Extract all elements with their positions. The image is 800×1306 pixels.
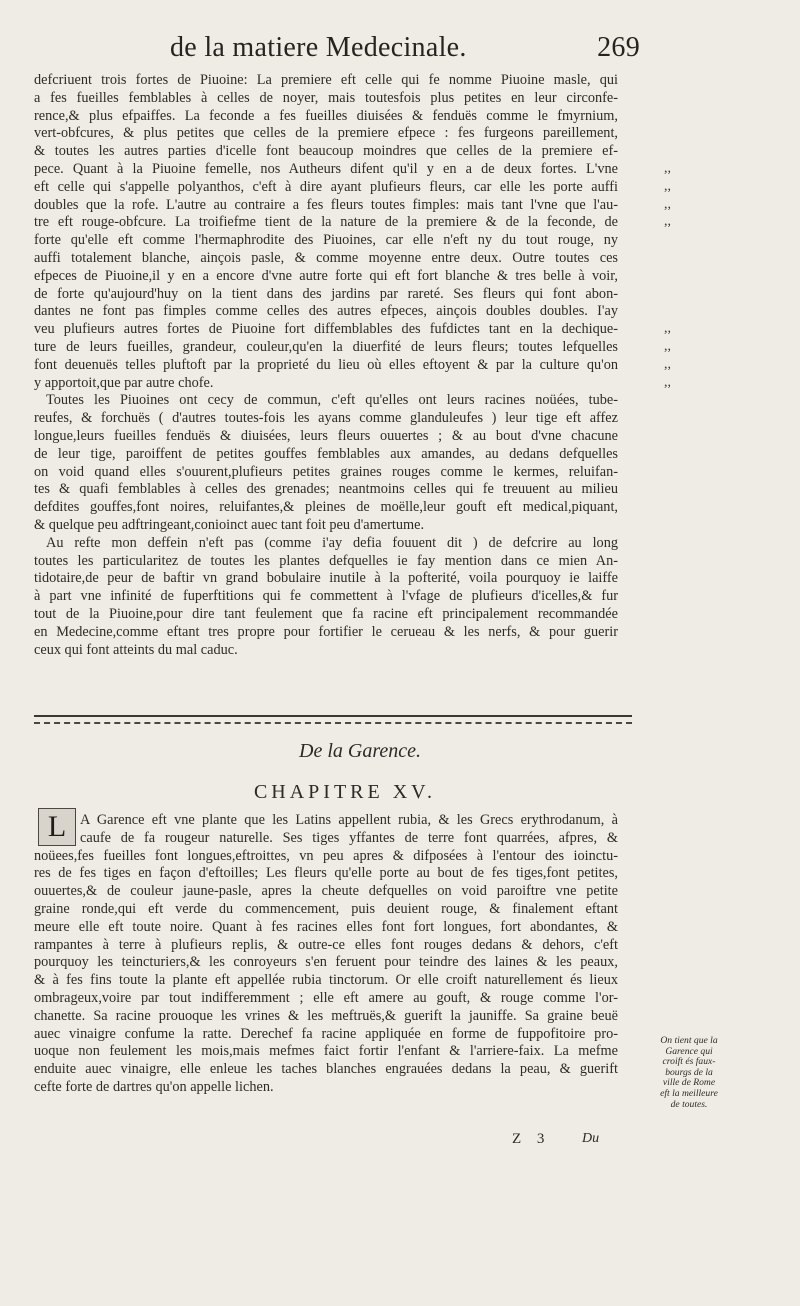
margin-note-line: croift és faux- [662, 1056, 716, 1068]
margin-note-line: eft la meilleure [660, 1087, 718, 1099]
text-line: & à fes fins toute la plante eft appellée rubia tinctorum. Or elle croift naturellement és lieux [34, 972, 618, 989]
quotation-mark: ,, [664, 374, 671, 390]
margin-note-line: On tient que la [660, 1035, 718, 1046]
text-line: enduite auec vinaigre, elle enleue les taches blanches engrauées dedans la peau, & guerift [34, 1061, 618, 1078]
text-line: toutes les particularitez de toutes les plantes defquelles ie fay mention dans ce mien An- [34, 552, 618, 569]
text-line: de leur tige, paroiffent de petites gouffes femblables aux amandes, au dedans defquelles [34, 445, 618, 462]
text-line: defdites gouffes,font noires, reluifantes,& pleines de moëlle,leur gouft eft medical,piquant, [34, 499, 618, 516]
text-line: de forte qu'aujourd'huy on la tient dans des jardins par rareté. Ses fleurs qui font abon- [34, 285, 618, 302]
page-number: 269 [597, 32, 640, 63]
margin-note-line: de toutes. [670, 1098, 708, 1110]
quotation-mark: ,, [664, 214, 671, 230]
text-line: en Medecine,comme eftant tres propre pour fortifier le cerueau & les nerfs, & pour guerir [34, 623, 618, 640]
text-line: ture de leurs fueilles, grandeur, couleur,qu'en la diuerfité de leurs fleurs; toutes lefquelles [34, 338, 618, 355]
quotation-mark: ,, [664, 321, 671, 337]
margin-note-line: bourgs de la [665, 1066, 713, 1078]
quotation-mark: ,, [664, 196, 671, 212]
text-line: auec vinaigre confume la ratte. Derechef fa racine appliquée en forme de fuppofitoire pro- [34, 1025, 618, 1042]
text-line: tes & quafi femblables à celles des grenades; neantmoins celles qui fe treuuent au milieu [34, 481, 618, 498]
text-line: à part vne infinité de fuperftitions qui fe commettent à l'vfage de plufieurs d'icelles,& fur [34, 588, 618, 605]
text-line: rampantes à terre à plufieurs replis, & outre-ce elles font rouges dedans & dehors, c'eft [34, 936, 618, 953]
drop-cap: L [38, 808, 76, 846]
signature-mark: Z 3 [512, 1131, 551, 1147]
quotation-mark: ,, [664, 356, 671, 372]
text-line: cefte forte de dartres qu'on appelle lichen. [34, 1078, 274, 1095]
text-line: ouuertes,& de couleur jaune-pasle, apres la cheute defquelles on void paroiftre vne petite [34, 883, 618, 900]
section-divider-rule [34, 715, 632, 717]
text-line: meure elle eft toute noire. Quant à fes racines elles font fort longues, fort abondantes, & [34, 918, 618, 935]
text-line: veu plufieurs autres fortes de Piuoine fort diffemblables des fufdictes tant en la dechique- [34, 321, 618, 338]
text-line: Toutes les Piuoines ont cecy de commun, c'eft qu'elles ont leurs racines noüées, tube- [46, 392, 618, 409]
text-line: graine ronde,qui eft verde du commencement, puis deuient rouge, & finalement eftant [34, 900, 618, 917]
text-line: eft celle qui s'appelle polyanthos, c'eft à dire ayant plufieurs fleurs, car elle les porte auffi [34, 178, 618, 195]
margin-note-line: Garence qui [665, 1045, 713, 1057]
text-line: dantes ne font pas fimples comme celles des autres efpeces, ainçois doubles doubles. I'ay [34, 303, 618, 320]
text-line: font deuenuës telles pluftoft par la proprieté du lieu où elles eftoyent & par la culture qu'on [34, 356, 618, 373]
text-line: tout de la Piuoine,pour dire tant feulement que fa racine eft principalement recommandée [34, 605, 618, 622]
page-footer [0, 1131, 800, 1155]
text-line: defcriuent trois fortes de Piuoine: La premiere eft celle qui fe nomme Piuoine masle, qui [34, 72, 618, 88]
text-line: reufes, & forchuës ( d'autres toutes-fois les ayans comme glanduleufes ) leur tige eft affez [34, 410, 618, 427]
text-line: & toutes les autres parties d'icelle font beaucoup moindres que celles de la premiere ef- [34, 143, 618, 160]
text-line: forte qu'elle eft comme l'hermaphrodite des Piuoines, car elle n'eft ny du tout rouge, ny [34, 232, 618, 249]
margin-note-line: ville de Rome [662, 1077, 716, 1089]
quotation-mark: ,, [664, 178, 671, 194]
text-line: tidotaire,de peur de baftir vn grand bobulaire inutile à la pofterité, voila pourquoy ie laiffe [34, 570, 618, 587]
text-line: efpeces de Piuoine,il y en a encore d'vne autre forte qui eft fort blanche & tres belle à voir, [34, 267, 618, 284]
text-line: auffi totalement blanche, ainçois pasle, & comme moyenne entre deux. Outre toutes ces [34, 249, 618, 266]
text-line: & quelque peu adftringeant,conioinct auec tant foit peu d'amertume. [34, 516, 425, 533]
text-line: on void quand elles s'ouurent,plufieurs petites graines rouges comme le kermes, reluifan- [34, 463, 618, 480]
paragraph-madder [34, 812, 618, 1097]
text-line: longue,leurs fueilles fenduës & diuisées, leurs fleurs ouuertes ; & au bout d'vne chacune [34, 427, 618, 444]
section-title: De la Garence. [299, 740, 421, 762]
text-line: doubles que la rofe. L'autre au contraire a fes fleurs toutes fimples: mais tant l'vne que l'au- [34, 196, 618, 213]
margin-note [643, 1036, 735, 1110]
text-line: Au refte mon deffein n'eft pas (comme i'ay defia fouuent dit ) de defcrire au long [46, 534, 618, 551]
text-line: pece. Quant à la Piuoine femelle, nos Autheurs difent qu'il y en a de deux fortes. L'vne [34, 160, 618, 177]
text-line: y apportoit,que par autre chofe. [34, 374, 214, 391]
text-line: uoque non feulement les mois,mais mefmes faict fortir l'enfant & l'arriere-faix. La mefme [34, 1043, 618, 1060]
quotation-mark: ,, [664, 339, 671, 354]
catchword: Du [582, 1131, 600, 1146]
running-head [170, 32, 640, 72]
text-line: noüees,fes fueilles font longues,eftroittes, vn peu apres & difposées à l'entour des ioinctu- [34, 847, 618, 864]
paragraph-peony [34, 72, 618, 659]
text-line: rence,& plus efpaiffes. La feconde a fes fueilles diuisées & fenduës comme le fmyrnium, [34, 107, 618, 124]
text-line: tre eft rouge-obfcure. La troifiefme tient de la nature de la premiere & de la feconde, de [34, 214, 618, 231]
text-line: pourquoy les teincturiers,& les conroyeurs s'en feruent pour teindre des laines & les peaux, [34, 954, 618, 971]
quotation-mark: ,, [664, 161, 671, 176]
text-line: res de fes tiges en façon d'eftoilles; Les fleurs qu'elle porte au bout de fes tiges,font petites, [34, 865, 618, 882]
section-divider-rule-dashed [34, 722, 632, 724]
running-head-title: de la matiere Medecinale. [170, 32, 467, 63]
text-line: a fes fueilles femblables à celles de noyer, mais toutesfois plus petites en leur circonfe- [34, 89, 618, 106]
text-line: caufe de fa rougeur naturelle. Ses tiges yffantes de terre font quarrées, afpres, & [80, 829, 618, 846]
text-line: A Garence eft vne plante que les Latins appellent rubia, & les Grecs erythrodanum, à [80, 812, 618, 828]
text-line: vert-obfcures, & plus petites que celles de la premiere efpece : fes furgeons pareillement, [34, 125, 618, 142]
chapter-heading: CHAPITRE XV. [253, 781, 437, 803]
text-line: ombrageux,voire par tout indifferemment ; elle eft amere au gouft, & rouge comme l'or- [34, 989, 618, 1006]
text-line: chanette. Sa racine prouoque les vrines & les meftruës,& guerift la jauniffe. Sa graine beuë [34, 1007, 618, 1024]
text-line: ceux qui font atteints du mal caduc. [34, 641, 238, 658]
